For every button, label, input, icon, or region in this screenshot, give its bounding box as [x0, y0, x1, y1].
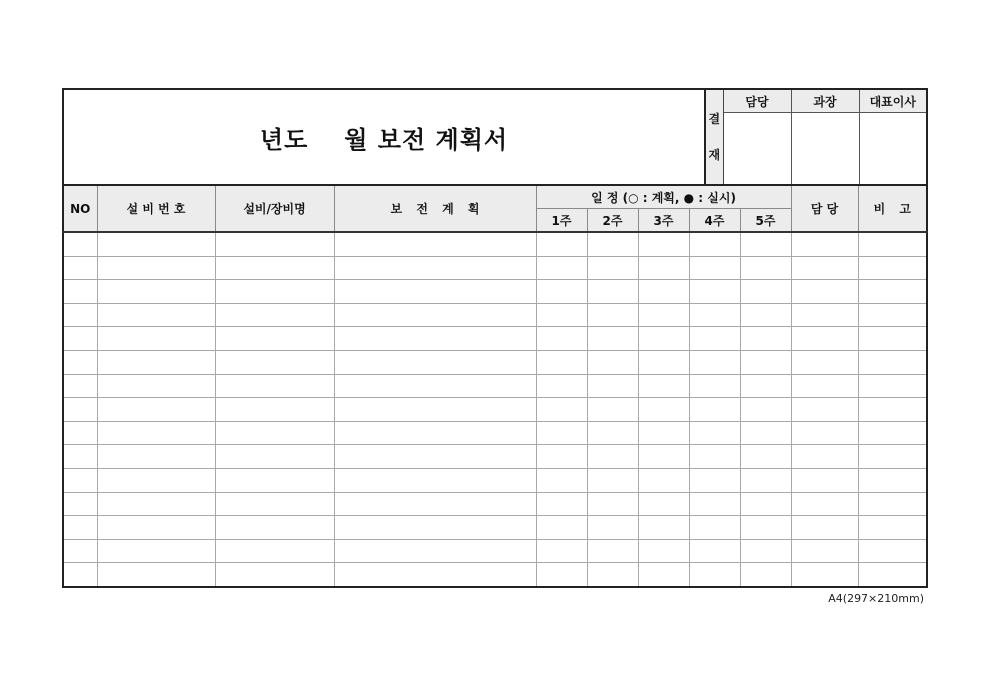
header-week-2: 2주	[587, 209, 638, 233]
cell-remarks[interactable]	[858, 468, 927, 492]
approval-sign-section-chief[interactable]	[791, 113, 859, 184]
document-title	[63, 89, 705, 184]
cell-week-4[interactable]	[689, 256, 740, 280]
cell-week-5[interactable]	[740, 563, 791, 587]
cell-remarks[interactable]	[858, 303, 927, 327]
cell-week-2[interactable]	[587, 398, 638, 422]
cell-no[interactable]	[63, 280, 97, 304]
cell-week-4[interactable]	[689, 374, 740, 398]
cell-week-2[interactable]	[587, 539, 638, 563]
cell-week-3[interactable]	[638, 280, 689, 304]
cell-equipment-name[interactable]	[215, 350, 334, 374]
cell-remarks[interactable]	[858, 421, 927, 445]
cell-no[interactable]	[63, 374, 97, 398]
cell-week-3[interactable]	[638, 516, 689, 540]
table-row	[63, 468, 927, 492]
cell-no[interactable]	[63, 421, 97, 445]
table-row	[63, 398, 927, 422]
cell-week-5[interactable]	[740, 398, 791, 422]
cell-week-1[interactable]	[536, 516, 587, 540]
table-row	[63, 327, 927, 351]
cell-week-2[interactable]	[587, 327, 638, 351]
paper-size-note: A4(297×210mm)	[828, 592, 924, 605]
cell-no[interactable]	[63, 398, 97, 422]
cell-week-1[interactable]	[536, 445, 587, 469]
cell-equipment-number[interactable]	[97, 421, 215, 445]
cell-no[interactable]	[63, 303, 97, 327]
cell-equipment-name[interactable]	[215, 468, 334, 492]
cell-week-5[interactable]	[740, 232, 791, 256]
cell-equipment-number[interactable]	[97, 445, 215, 469]
cell-equipment-number[interactable]	[97, 232, 215, 256]
cell-remarks[interactable]	[858, 374, 927, 398]
cell-week-1[interactable]	[536, 421, 587, 445]
table-row	[63, 445, 927, 469]
cell-manager[interactable]	[791, 232, 858, 256]
cell-equipment-number[interactable]	[97, 398, 215, 422]
cell-week-2[interactable]	[587, 563, 638, 587]
approval-sign-manager[interactable]	[723, 113, 791, 184]
cell-week-5[interactable]	[740, 350, 791, 374]
cell-remarks[interactable]	[858, 516, 927, 540]
cell-week-3[interactable]	[638, 232, 689, 256]
cell-equipment-name[interactable]	[215, 539, 334, 563]
cell-week-5[interactable]	[740, 280, 791, 304]
header-no: NO	[63, 185, 97, 232]
cell-week-3[interactable]	[638, 350, 689, 374]
cell-remarks[interactable]	[858, 327, 927, 351]
cell-week-3[interactable]	[638, 539, 689, 563]
cell-remarks[interactable]	[858, 445, 927, 469]
header-week-4: 4주	[689, 209, 740, 233]
cell-week-1[interactable]	[536, 303, 587, 327]
cell-week-4[interactable]	[689, 280, 740, 304]
cell-week-5[interactable]	[740, 539, 791, 563]
cell-equipment-name[interactable]	[215, 398, 334, 422]
cell-remarks[interactable]	[858, 350, 927, 374]
cell-manager[interactable]	[791, 280, 858, 304]
cell-week-4[interactable]	[689, 327, 740, 351]
approval-header-ceo: 대표이사	[859, 89, 927, 113]
cell-equipment-number[interactable]	[97, 327, 215, 351]
table-row	[63, 492, 927, 516]
cell-week-4[interactable]	[689, 539, 740, 563]
cell-week-2[interactable]	[587, 232, 638, 256]
cell-week-4[interactable]	[689, 445, 740, 469]
cell-maintenance-plan[interactable]	[334, 398, 536, 422]
cell-week-3[interactable]	[638, 256, 689, 280]
cell-no[interactable]	[63, 539, 97, 563]
header-week-5: 5주	[740, 209, 791, 233]
cell-equipment-number[interactable]	[97, 374, 215, 398]
cell-remarks[interactable]	[858, 232, 927, 256]
cell-equipment-name[interactable]	[215, 374, 334, 398]
table-row	[63, 516, 927, 540]
cell-maintenance-plan[interactable]	[334, 232, 536, 256]
cell-equipment-number[interactable]	[97, 350, 215, 374]
header-maintenance-plan: 보 전 계 획	[334, 185, 536, 232]
cell-manager[interactable]	[791, 256, 858, 280]
cell-equipment-number[interactable]	[97, 563, 215, 587]
cell-maintenance-plan[interactable]	[334, 492, 536, 516]
cell-week-1[interactable]	[536, 374, 587, 398]
table-row	[63, 303, 927, 327]
cell-manager[interactable]	[791, 421, 858, 445]
cell-week-5[interactable]	[740, 516, 791, 540]
cell-week-2[interactable]	[587, 303, 638, 327]
header-manager: 담 당	[791, 185, 858, 232]
cell-week-3[interactable]	[638, 445, 689, 469]
cell-week-1[interactable]	[536, 539, 587, 563]
cell-week-5[interactable]	[740, 492, 791, 516]
cell-week-1[interactable]	[536, 256, 587, 280]
cell-week-3[interactable]	[638, 327, 689, 351]
cell-equipment-name[interactable]	[215, 516, 334, 540]
table-row	[63, 256, 927, 280]
cell-week-5[interactable]	[740, 303, 791, 327]
cell-equipment-name[interactable]	[215, 280, 334, 304]
title-year: 년도	[259, 125, 309, 154]
cell-remarks[interactable]	[858, 256, 927, 280]
cell-week-4[interactable]	[689, 303, 740, 327]
cell-manager[interactable]	[791, 492, 858, 516]
cell-equipment-name[interactable]	[215, 232, 334, 256]
cell-maintenance-plan[interactable]	[334, 516, 536, 540]
cell-week-1[interactable]	[536, 232, 587, 256]
cell-week-1[interactable]	[536, 563, 587, 587]
cell-week-5[interactable]	[740, 327, 791, 351]
approval-sign-ceo[interactable]	[859, 113, 927, 184]
cell-maintenance-plan[interactable]	[334, 563, 536, 587]
cell-week-3[interactable]	[638, 492, 689, 516]
cell-maintenance-plan[interactable]	[334, 445, 536, 469]
cell-no[interactable]	[63, 563, 97, 587]
cell-week-2[interactable]	[587, 256, 638, 280]
cell-week-3[interactable]	[638, 468, 689, 492]
cell-equipment-name[interactable]	[215, 303, 334, 327]
cell-manager[interactable]	[791, 468, 858, 492]
form-header	[62, 88, 928, 184]
cell-maintenance-plan[interactable]	[334, 303, 536, 327]
cell-manager[interactable]	[791, 398, 858, 422]
cell-week-4[interactable]	[689, 563, 740, 587]
cell-equipment-number[interactable]	[97, 492, 215, 516]
cell-week-2[interactable]	[587, 374, 638, 398]
cell-week-1[interactable]	[536, 492, 587, 516]
table-row	[63, 350, 927, 374]
cell-manager[interactable]	[791, 563, 858, 587]
cell-no[interactable]	[63, 445, 97, 469]
cell-week-3[interactable]	[638, 398, 689, 422]
cell-equipment-name[interactable]	[215, 421, 334, 445]
cell-manager[interactable]	[791, 327, 858, 351]
header-week-3: 3주	[638, 209, 689, 233]
table-row	[63, 421, 927, 445]
maintenance-plan-form	[62, 88, 926, 588]
cell-no[interactable]	[63, 232, 97, 256]
cell-week-2[interactable]	[587, 516, 638, 540]
cell-week-1[interactable]	[536, 327, 587, 351]
cell-week-4[interactable]	[689, 232, 740, 256]
table-row	[63, 232, 927, 256]
approval-header-manager: 담당	[723, 89, 791, 113]
header-remarks: 비 고	[858, 185, 927, 232]
cell-week-4[interactable]	[689, 398, 740, 422]
cell-week-2[interactable]	[587, 468, 638, 492]
cell-equipment-number[interactable]	[97, 280, 215, 304]
cell-equipment-name[interactable]	[215, 492, 334, 516]
cell-week-2[interactable]	[587, 280, 638, 304]
cell-week-5[interactable]	[740, 445, 791, 469]
cell-maintenance-plan[interactable]	[334, 421, 536, 445]
cell-equipment-name[interactable]	[215, 445, 334, 469]
cell-equipment-number[interactable]	[97, 468, 215, 492]
table-row	[63, 280, 927, 304]
cell-manager[interactable]	[791, 516, 858, 540]
cell-manager[interactable]	[791, 374, 858, 398]
cell-week-3[interactable]	[638, 421, 689, 445]
header-week-1: 1주	[536, 209, 587, 233]
cell-equipment-number[interactable]	[97, 516, 215, 540]
cell-no[interactable]	[63, 256, 97, 280]
cell-week-3[interactable]	[638, 374, 689, 398]
cell-manager[interactable]	[791, 445, 858, 469]
title-rest: 월 보전 계획서	[344, 125, 509, 154]
cell-week-2[interactable]	[587, 492, 638, 516]
cell-week-2[interactable]	[587, 350, 638, 374]
cell-week-1[interactable]	[536, 468, 587, 492]
cell-week-2[interactable]	[587, 445, 638, 469]
cell-week-5[interactable]	[740, 374, 791, 398]
cell-manager[interactable]	[791, 350, 858, 374]
cell-remarks[interactable]	[858, 280, 927, 304]
cell-no[interactable]	[63, 468, 97, 492]
header-schedule: 일 정 (○ : 계획, ● : 실시)	[536, 185, 791, 209]
cell-no[interactable]	[63, 516, 97, 540]
table-row	[63, 374, 927, 398]
cell-maintenance-plan[interactable]	[334, 280, 536, 304]
table-row	[63, 539, 927, 563]
cell-equipment-name[interactable]	[215, 327, 334, 351]
cell-week-4[interactable]	[689, 350, 740, 374]
cell-equipment-number[interactable]	[97, 539, 215, 563]
cell-week-1[interactable]	[536, 280, 587, 304]
cell-equipment-number[interactable]	[97, 303, 215, 327]
cell-week-3[interactable]	[638, 303, 689, 327]
cell-week-2[interactable]	[587, 421, 638, 445]
approval-header-section-chief: 과장	[791, 89, 859, 113]
cell-remarks[interactable]	[858, 398, 927, 422]
cell-week-4[interactable]	[689, 421, 740, 445]
cell-week-5[interactable]	[740, 256, 791, 280]
cell-remarks[interactable]	[858, 539, 927, 563]
cell-manager[interactable]	[791, 539, 858, 563]
cell-no[interactable]	[63, 327, 97, 351]
plan-table-body	[63, 232, 927, 587]
cell-week-4[interactable]	[689, 468, 740, 492]
cell-maintenance-plan[interactable]	[334, 539, 536, 563]
cell-week-3[interactable]	[638, 563, 689, 587]
cell-week-4[interactable]	[689, 492, 740, 516]
cell-equipment-name[interactable]	[215, 563, 334, 587]
approval-label	[705, 89, 723, 184]
cell-maintenance-plan[interactable]	[334, 468, 536, 492]
cell-equipment-name[interactable]	[215, 256, 334, 280]
approval-label-bottom: 재	[708, 148, 721, 162]
approval-label-top: 결	[708, 112, 721, 126]
cell-maintenance-plan[interactable]	[334, 256, 536, 280]
cell-maintenance-plan[interactable]	[334, 327, 536, 351]
cell-week-4[interactable]	[689, 516, 740, 540]
cell-week-5[interactable]	[740, 468, 791, 492]
cell-week-1[interactable]	[536, 398, 587, 422]
plan-table	[62, 184, 928, 588]
cell-remarks[interactable]	[858, 563, 927, 587]
cell-no[interactable]	[63, 350, 97, 374]
cell-week-5[interactable]	[740, 421, 791, 445]
cell-no[interactable]	[63, 492, 97, 516]
header-equipment-number: 설 비 번 호	[97, 185, 215, 232]
cell-equipment-number[interactable]	[97, 256, 215, 280]
cell-manager[interactable]	[791, 303, 858, 327]
cell-remarks[interactable]	[858, 492, 927, 516]
cell-week-1[interactable]	[536, 350, 587, 374]
table-row	[63, 563, 927, 587]
cell-maintenance-plan[interactable]	[334, 374, 536, 398]
header-equipment-name: 설비/장비명	[215, 185, 334, 232]
cell-maintenance-plan[interactable]	[334, 350, 536, 374]
